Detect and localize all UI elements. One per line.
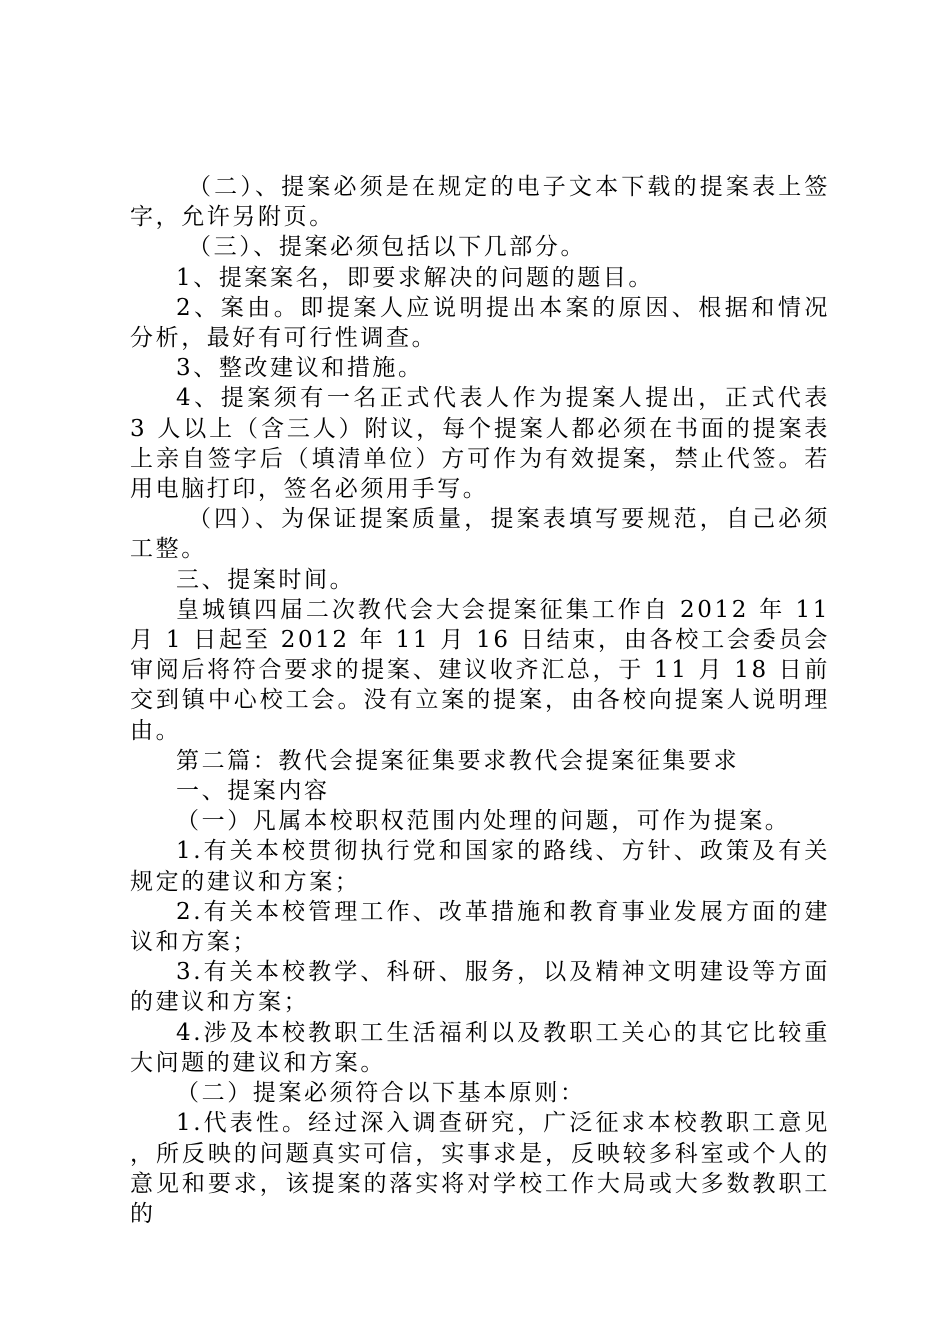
list-item-policy: 1.有关本校贯彻执行党和国家的路线、方针、政策及有关规定的建议和方案；: [130, 838, 830, 895]
paragraph-time-details: 皇城镇四届二次教代会大会提案征集工作自 2012 年 11 月 1 日起至 2012 年 11 月 16 日结束，由各校工会委员会审阅后将符合要求的提案、建议收齐汇总，于 11 月 18 日前交到镇中心校工会。没有立案的提案，由各校向提案人说明理由。: [130, 596, 830, 744]
paragraph-required-parts: （三）、提案必须包括以下几部分。: [188, 234, 587, 261]
paragraph-item-3-measures: 3、整改建议和措施。: [176, 355, 424, 382]
paragraph-principles: （二）提案必须符合以下基本原则：: [176, 1080, 586, 1107]
paragraph-scope: （一）凡属本校职权范围内处理的问题，可作为提案。: [176, 808, 791, 835]
list-item-management: 2.有关本校管理工作、改革措施和教育事业发展方面的建议和方案；: [130, 898, 830, 956]
paragraph-item-4-proposer: 4、提案须有一名正式代表人作为提案人提出，正式代表 3 人以上（含三人）附议，每个提案人都必须在书面的提案表上亲自签字后（填清单位）方可作为有效提案，禁止代签。若用电脑打印，签名必须用手写。: [130, 385, 830, 503]
list-item-welfare: 4.涉及本校教职工生活福利以及教职工关心的其它比较重大问题的建议和方案。: [130, 1019, 830, 1076]
section-heading-content: 一、提案内容: [176, 778, 330, 805]
section-heading-time: 三、提案时间。: [176, 566, 356, 593]
paragraph-item-1-title: 1、提案案名，即要求解决的问题的题目。: [176, 264, 655, 291]
paragraph-item-2-reason: 2、案由。即提案人应说明提出本案的原因、根据和情况分析，最好有可行性调查。: [130, 294, 830, 352]
paragraph-quality: （四）、为保证提案质量，提案表填写要规范，自己必须工整。: [130, 506, 830, 563]
part-two-title: 第二篇：教代会提案征集要求教代会提案征集要求: [176, 747, 740, 774]
document-body: [130, 172, 830, 1229]
paragraph-representativeness: 1.代表性。经过深入调查研究，广泛征求本校教职工意见，所反映的问题真实可信，实事求是，反映较多科室或个人的意见和要求，该提案的落实将对学校工作大局或大多数教职工的: [130, 1110, 830, 1227]
paragraph-signature-requirement: （二）、提案必须是在规定的电子文本下载的提案表上签字，允许另附页。: [130, 174, 830, 231]
list-item-teaching: 3.有关本校教学、科研、服务，以及精神文明建设等方面的建议和方案；: [130, 959, 830, 1016]
